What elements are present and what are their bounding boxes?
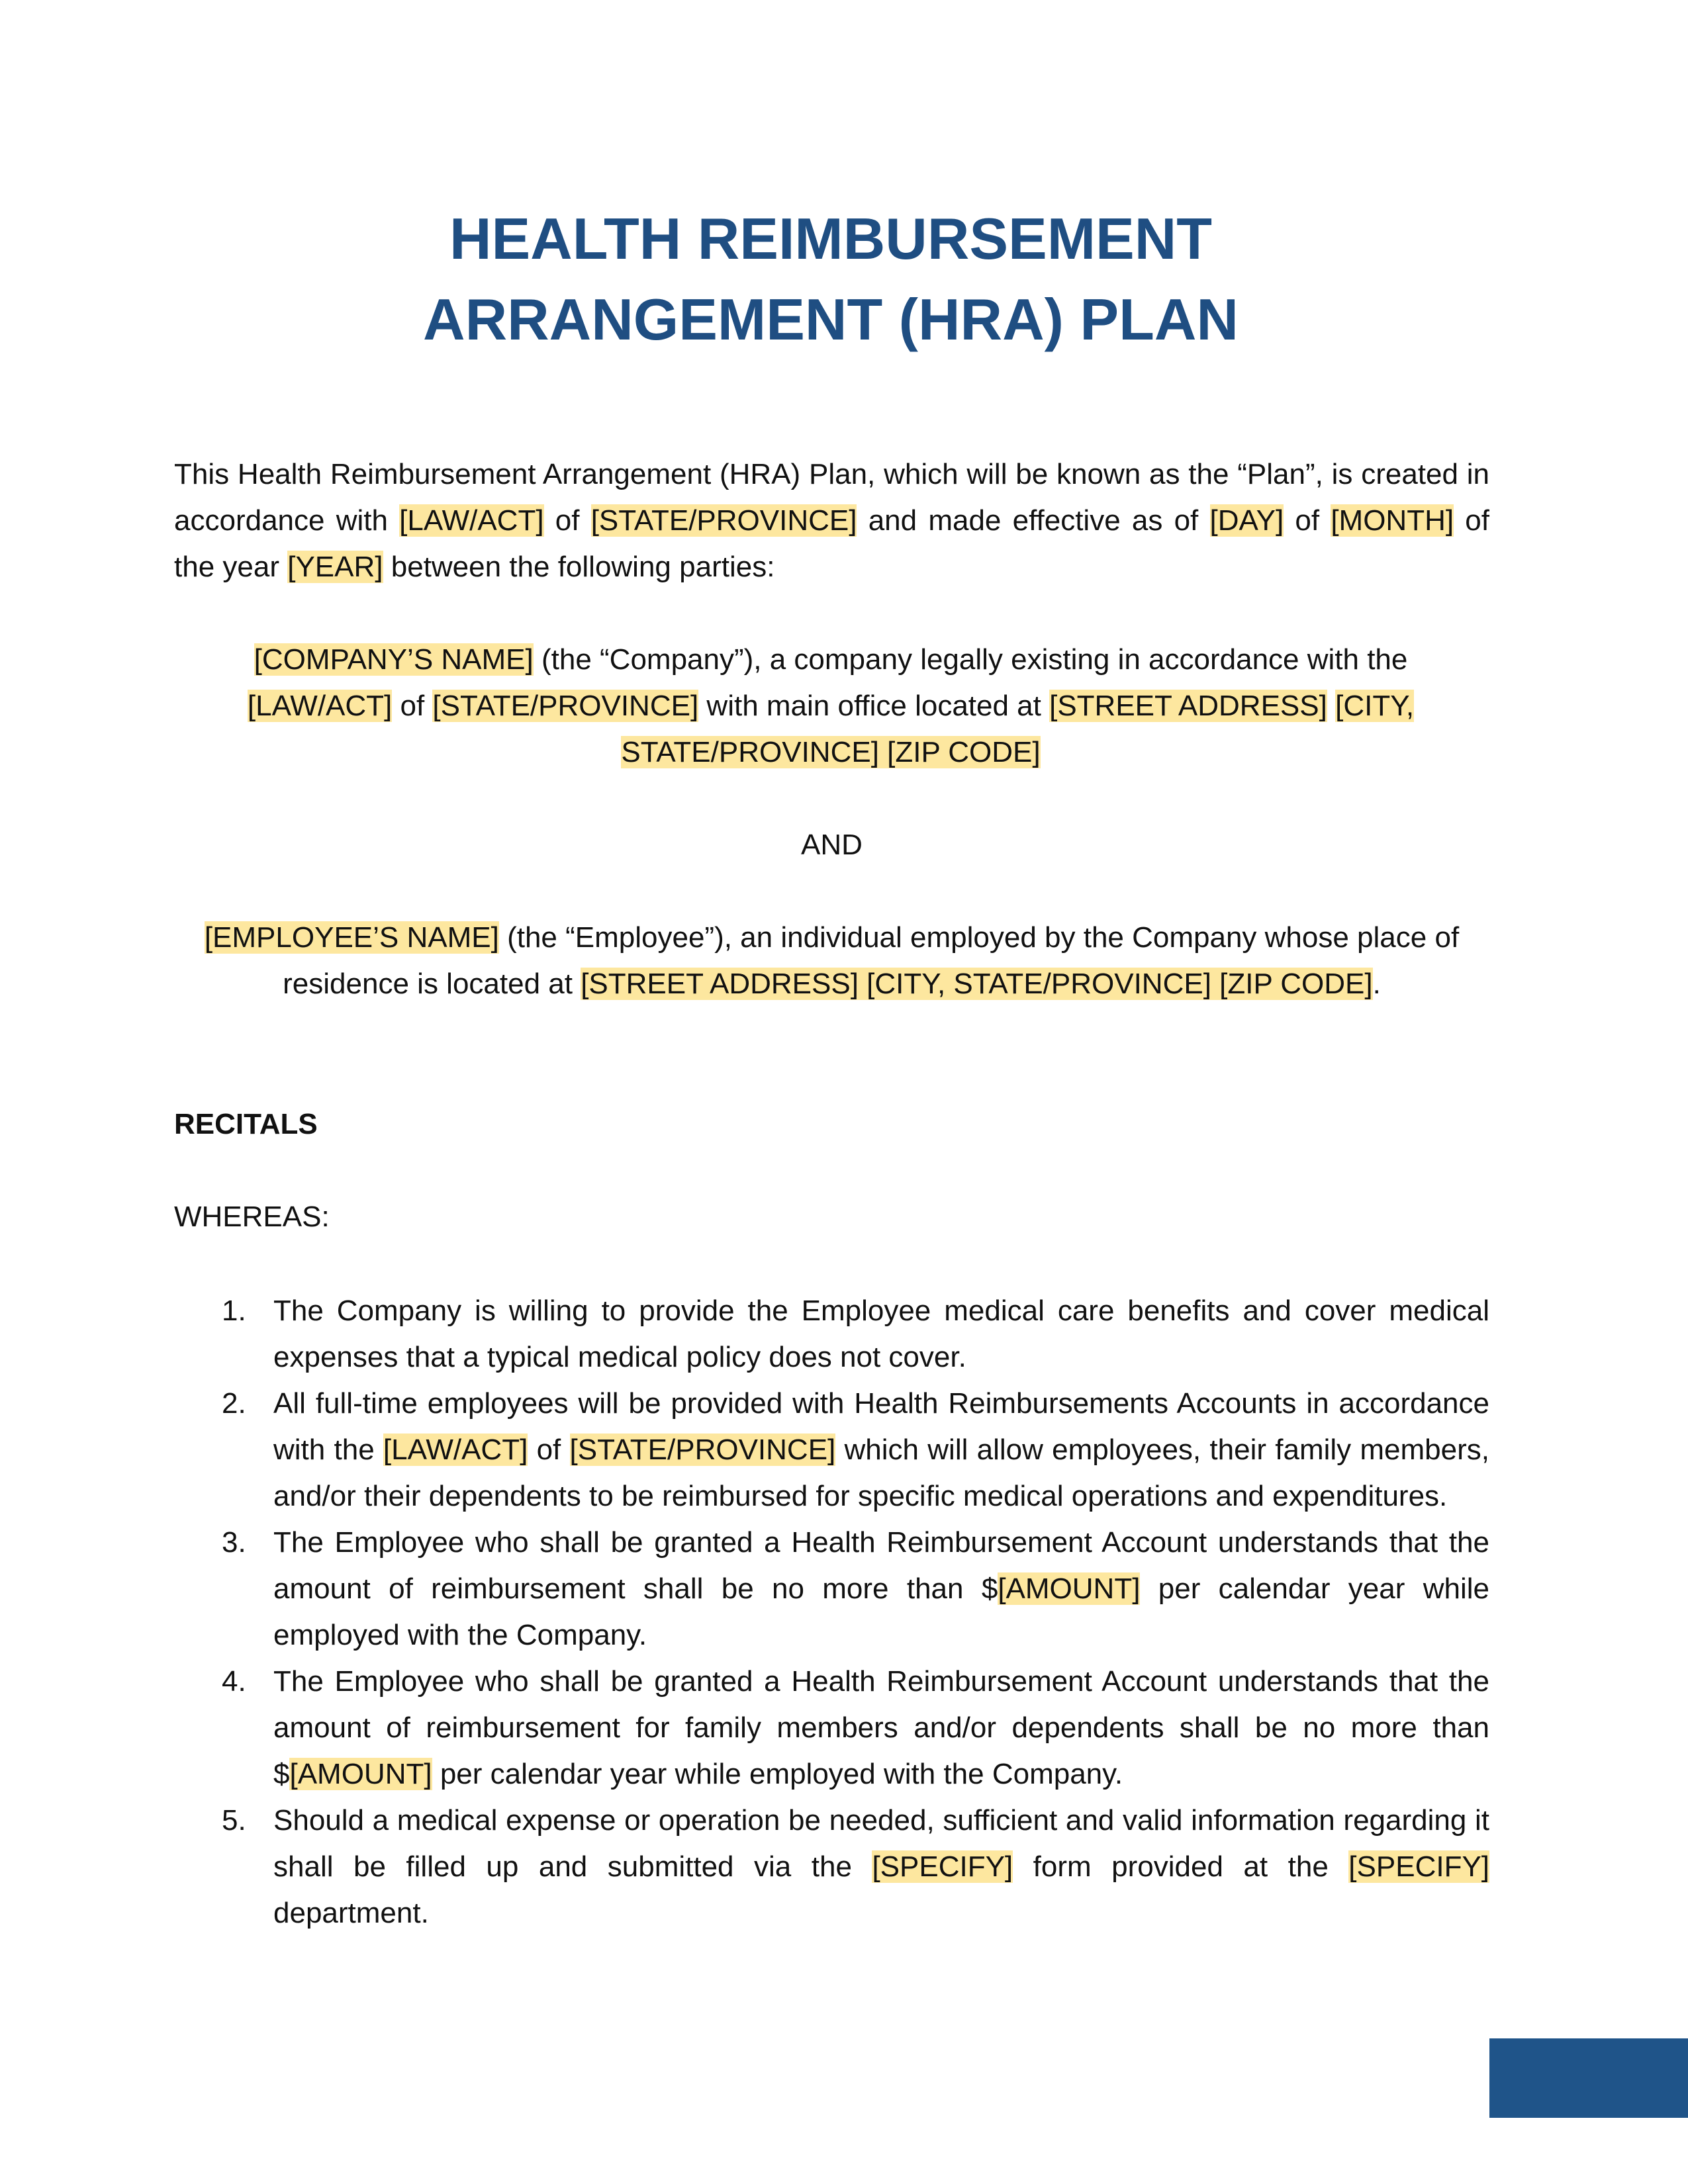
- intro-text: of: [1284, 504, 1331, 537]
- placeholder-state-province: [STATE/PROVINCE]: [590, 504, 857, 537]
- company-text: [1327, 690, 1335, 722]
- intro-paragraph: [174, 451, 1489, 590]
- list-item-text: which will allow employees, their family members, and/or their dependents to be reimbursed for specific medical operations and expenditures.: [273, 1433, 1489, 1512]
- list-item: [174, 1288, 1489, 1381]
- list-item-text: All full-time employees will be provided with Health Reimbursements Accounts in accordance with the: [273, 1387, 1489, 1466]
- company-party-paragraph: [199, 637, 1463, 776]
- title-line-1: HEALTH REIMBURSEMENT: [449, 206, 1213, 271]
- placeholder-law-act: [LAW/ACT]: [247, 690, 393, 722]
- list-number: 3.: [222, 1526, 246, 1559]
- list-item-text: department.: [273, 1897, 429, 1929]
- intro-text: of the year: [174, 504, 1489, 583]
- recitals-heading: RECITALS: [174, 1108, 318, 1140]
- document-title: [0, 199, 1662, 360]
- employee-party-paragraph: [174, 915, 1489, 1007]
- list-item: [174, 1659, 1489, 1797]
- list-item-text: Should a medical expense or operation be needed, sufficient and valid information regarding it shall be filled up and submitted via the: [273, 1804, 1489, 1883]
- list-number: 2.: [222, 1387, 246, 1420]
- placeholder-state-province: [STATE/PROVINCE]: [432, 690, 699, 722]
- list-item: [174, 1797, 1489, 1936]
- list-item-text: per calendar year while employed with the Company.: [432, 1758, 1123, 1790]
- employee-text: .: [1372, 968, 1381, 1000]
- company-text: (the “Company”), a company legally existing in accordance with the: [533, 643, 1408, 676]
- placeholder-employee-name: [EMPLOYEE’S NAME]: [204, 921, 499, 954]
- title-line-2: ARRANGEMENT (HRA) PLAN: [423, 287, 1239, 352]
- placeholder-state-province: [STATE/PROVINCE]: [569, 1433, 836, 1466]
- list-item-text: The Company is willing to provide the Employee medical care benefits and cover medical expenses that a typical medical policy does not cover.: [273, 1295, 1489, 1373]
- placeholder-specify: [SPECIFY]: [1348, 1850, 1490, 1883]
- company-text: of: [392, 690, 433, 722]
- placeholder-law-act: [LAW/ACT]: [383, 1433, 528, 1466]
- intro-text: This Health Reimbursement Arrangement (HRA) Plan, which will be known as the “Plan”, is created in accordance with: [174, 458, 1489, 537]
- placeholder-company-name: [COMPANY’S NAME]: [254, 643, 534, 676]
- list-item: [174, 1381, 1489, 1520]
- placeholder-month: [MONTH]: [1331, 504, 1454, 537]
- placeholder-amount: [AMOUNT]: [289, 1758, 432, 1790]
- list-item-text: form provided at the: [1013, 1850, 1349, 1883]
- intro-text: between the following parties:: [383, 551, 775, 583]
- placeholder-year: [YEAR]: [287, 551, 383, 583]
- list-number: 4.: [222, 1665, 246, 1698]
- footer-accent-bar: [1489, 2038, 1688, 2118]
- list-item-text: of: [528, 1433, 570, 1466]
- list-item: [174, 1520, 1489, 1659]
- recitals-list: [174, 1288, 1489, 1936]
- placeholder-day: [DAY]: [1209, 504, 1284, 537]
- company-text: with main office located at: [698, 690, 1050, 722]
- list-item-text: The Employee who shall be granted a Health Reimbursement Account understands that the amount of reimbursement shall be no more than $: [273, 1526, 1489, 1605]
- employee-text: (the “Employee”), an individual employed by the Company whose place of residence is located at: [283, 921, 1460, 1000]
- list-item-text: per calendar year while employed with the Company.: [273, 1572, 1489, 1651]
- placeholder-specify: [SPECIFY]: [872, 1850, 1013, 1883]
- placeholder-amount: [AMOUNT]: [998, 1572, 1141, 1605]
- list-item-text: The Employee who shall be granted a Health Reimbursement Account understands that the amount of reimbursement for family members and/or dependents shall be no more than $: [273, 1665, 1489, 1790]
- placeholder-law-act: [LAW/ACT]: [399, 504, 544, 537]
- whereas-label: WHEREAS:: [174, 1201, 330, 1233]
- placeholder-street-address: [STREET ADDRESS]: [1049, 690, 1327, 722]
- placeholder-city-state-zip: [CITY, STATE/PROVINCE] [ZIP CODE]: [621, 690, 1415, 768]
- placeholder-employee-address: [STREET ADDRESS] [CITY, STATE/PROVINCE] [ZIP CODE]: [581, 968, 1373, 1000]
- list-number: 5.: [222, 1804, 246, 1837]
- intro-text: and made effective as of: [857, 504, 1210, 537]
- intro-text: of: [543, 504, 591, 537]
- list-number: 1.: [222, 1295, 246, 1327]
- and-separator: AND: [801, 829, 863, 861]
